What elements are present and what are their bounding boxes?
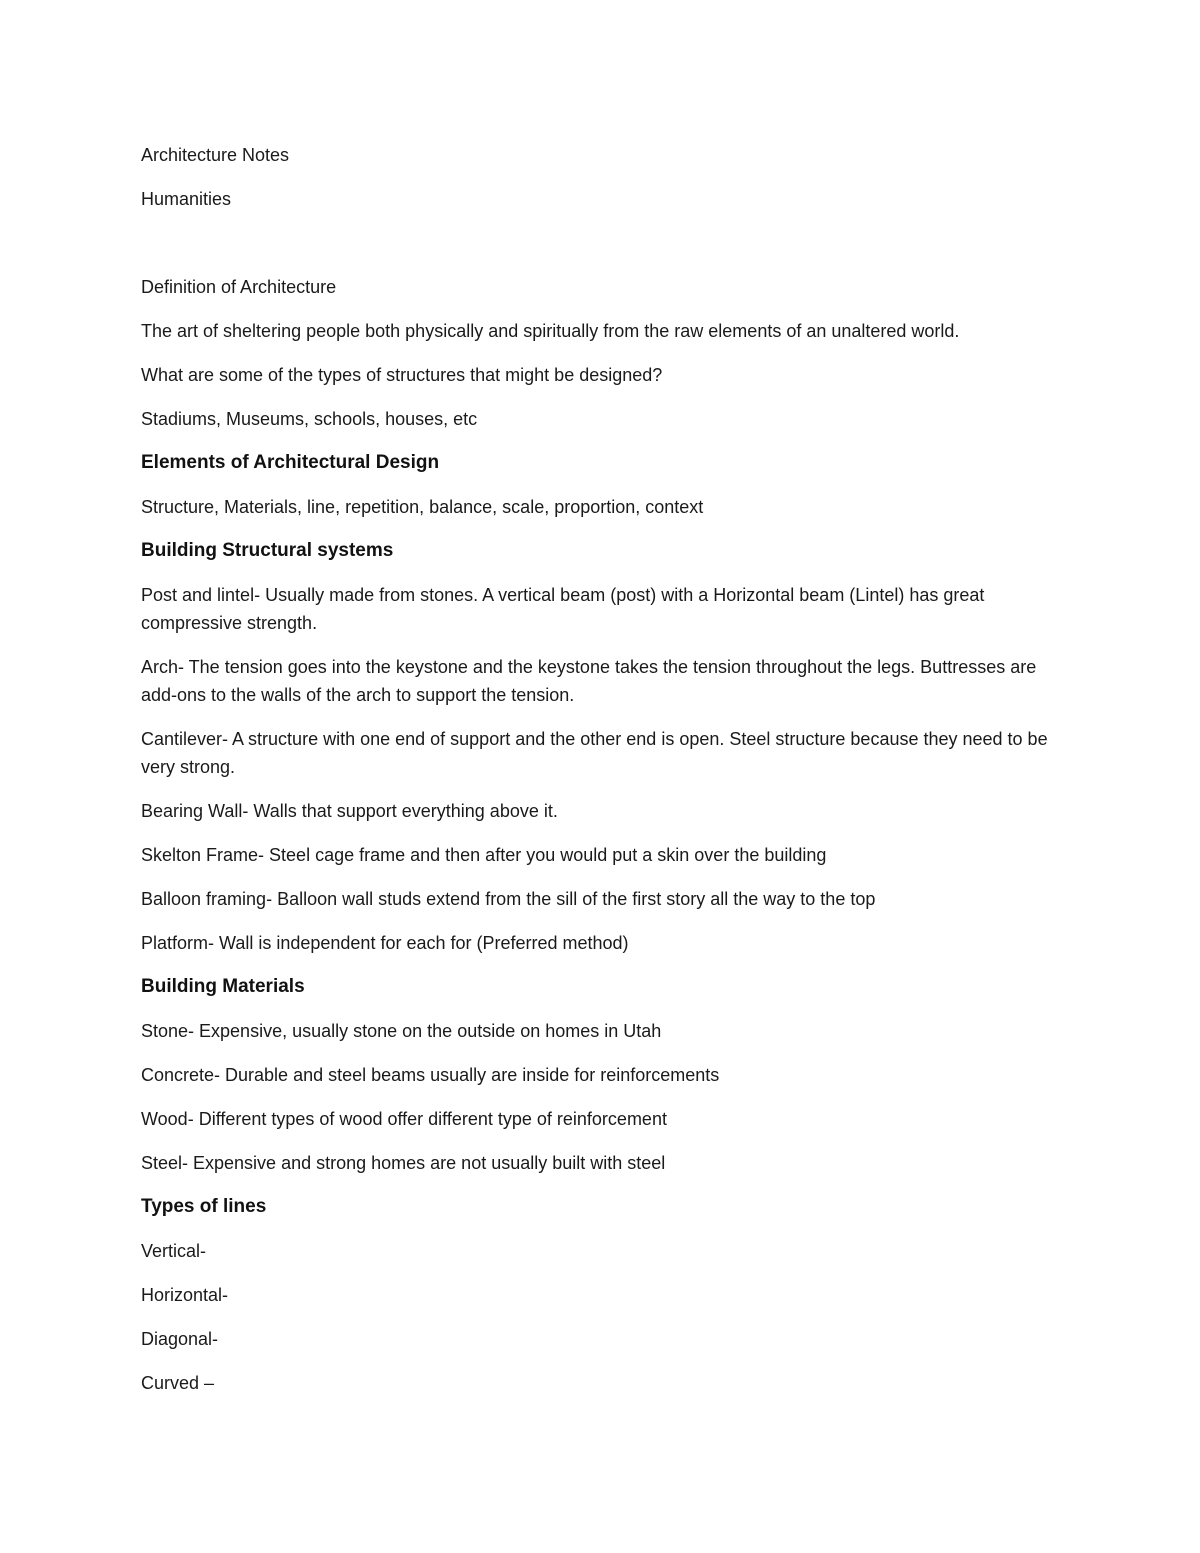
- structural-item-arch: Arch- The tension goes into the keystone and the keystone takes the tension throughout the legs. Buttresses are add-ons to the walls of the arch to support the tension.: [141, 657, 1037, 705]
- structural-item-post-and-lintel: Post and lintel- Usually made from stones. A vertical beam (post) with a Horizontal beam (Lintel) has great compressive strength.: [141, 585, 985, 633]
- materials-heading: Building Materials: [141, 976, 305, 997]
- material-item-stone: Stone- Expensive, usually stone on the outside on homes in Utah: [141, 1021, 662, 1041]
- definition-heading: Definition of Architecture: [141, 277, 337, 297]
- structural-item-platform: Platform- Wall is independent for each for (Preferred method): [141, 933, 629, 953]
- course-name: Humanities: [141, 189, 232, 209]
- structural-item-cantilever: Cantilever- A structure with one end of support and the other end is open. Steel structure because they need to be very strong.: [141, 729, 1048, 777]
- question-text: What are some of the types of structures that might be designed?: [141, 365, 663, 385]
- structural-heading: Building Structural systems: [141, 540, 394, 561]
- definition-text: The art of sheltering people both physically and spiritually from the raw elements of an unaltered world.: [141, 321, 960, 341]
- lines-heading: Types of lines: [141, 1196, 267, 1217]
- material-item-steel: Steel- Expensive and strong homes are not usually built with steel: [141, 1153, 666, 1173]
- material-item-concrete: Concrete- Durable and steel beams usually are inside for reinforcements: [141, 1065, 720, 1085]
- material-item-wood: Wood- Different types of wood offer different type of reinforcement: [141, 1109, 667, 1129]
- elements-text: Structure, Materials, line, repetition, balance, scale, proportion, context: [141, 497, 704, 517]
- document-body: [141, 141, 1061, 1413]
- line-item-diagonal: Diagonal-: [141, 1329, 219, 1349]
- structural-item-skelton-frame: Skelton Frame- Steel cage frame and then after you would put a skin over the building: [141, 845, 827, 865]
- answer-text: Stadiums, Museums, schools, houses, etc: [141, 409, 478, 429]
- structural-item-bearing-wall: Bearing Wall- Walls that support everything above it.: [141, 801, 558, 821]
- structural-item-balloon-framing: Balloon framing- Balloon wall studs extend from the sill of the first story all the way to the top: [141, 889, 876, 909]
- elements-heading: Elements of Architectural Design: [141, 452, 440, 473]
- line-item-horizontal: Horizontal-: [141, 1285, 229, 1305]
- blank-line: [141, 229, 1061, 273]
- document-title: Architecture Notes: [141, 145, 290, 165]
- line-item-vertical: Vertical-: [141, 1241, 207, 1261]
- line-item-curved: Curved –: [141, 1373, 215, 1393]
